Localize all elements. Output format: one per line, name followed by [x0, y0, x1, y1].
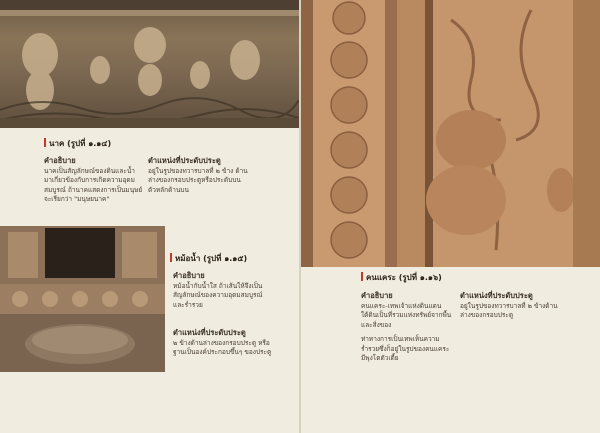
kinnara-pos-body: อยู่ในรูปของทวารบาลที่ ๒ ข้างด้านล่างของกรอบประตู: [460, 301, 558, 320]
kinnara-desc-body: คนแคระ-เทพเจ้าแห่งดินแดนใต้ดินเป็นที่รวมแห่งทรัพย์จากพื้นและสิ่งของ: [361, 301, 452, 329]
kinnara-desc-heading: คำอธิบาย: [361, 291, 393, 300]
basin-description: [173, 271, 273, 310]
naga-lintel-photo: [0, 0, 299, 128]
kinnara-pos-heading: ตำแหน่งที่ประดับประตู: [460, 291, 533, 300]
kinnara-illustration: [301, 0, 600, 267]
right-page: [301, 0, 600, 433]
basin-desc-heading: คำอธิบาย: [173, 271, 205, 280]
kinnara-title: คนแคระ (รูปที่ ๑.๑๖): [366, 273, 442, 282]
kinnara-desc-body-2: ท่าทางการเป็นเทพเห็นความร่ำรวยซึ่งก็อยู่ในรูปของคนแคระ มีพุงโตตัวเตี้ย: [361, 335, 450, 362]
kinnara-caption: [361, 272, 561, 284]
basin-caption: [170, 253, 290, 265]
basin-desc-body: หม้อน้ำกับน้ำใส ถ้าเส้นให้จึงเป็นสัญลักษณ์ของความอุดมสมบูรณ์และร่ำรวย: [173, 281, 263, 309]
red-marker-bar: [44, 138, 46, 147]
naga-title-wrap: [44, 138, 274, 150]
naga-desc-body: นาคเป็นสัญลักษณ์ของดินและน้ำ มาเกี่ยวข้องกับการเกิดความอุดมสมบูรณ์ ถ้านาคแสดงการเป็นมนุษย์ จะเรียกว่า "มนุษยนาค": [44, 166, 143, 204]
kinnara-position: [460, 291, 560, 321]
naga-title: นาค (รูปที่ ๑.๑๔): [49, 139, 112, 148]
naga-pos-body: อยู่ในรูปของทวารบาลที่ ๒ ข้าง ด้านล่างของกรอบประตูหรือประดับบนตัวหลักด้านบน: [148, 166, 248, 194]
kinnara-carving-photo: [301, 0, 600, 267]
basin-position: [173, 328, 273, 358]
naga-desc-heading: คำอธิบาย: [44, 156, 76, 165]
carved-lintel-illustration: [0, 0, 299, 128]
basin-title-wrap: [170, 253, 290, 265]
kinnara-title-wrap: [361, 272, 561, 284]
left-page: [0, 0, 299, 433]
basin-pos-heading: ตำแหน่งที่ประดับประตู: [173, 328, 246, 337]
kinnara-description: [361, 291, 453, 363]
basin-illustration: [0, 226, 165, 372]
red-marker-bar: [170, 253, 172, 262]
naga-position: [148, 156, 248, 195]
naga-description: [44, 156, 144, 205]
red-marker-bar: [361, 272, 363, 281]
basin-pos-body: ๒ ข้างด้านล่างของกรอบประตู หรือฐานเป็นองค์ประกอบขึ้นๆ ของประตู: [173, 338, 272, 357]
basin-title: หม้อน้ำ (รูปที่ ๑.๑๕): [175, 254, 248, 263]
naga-caption: [44, 138, 274, 150]
naga-pos-heading: ตำแหน่งที่ประดับประตู: [148, 156, 221, 165]
water-basin-photo: [0, 226, 165, 372]
